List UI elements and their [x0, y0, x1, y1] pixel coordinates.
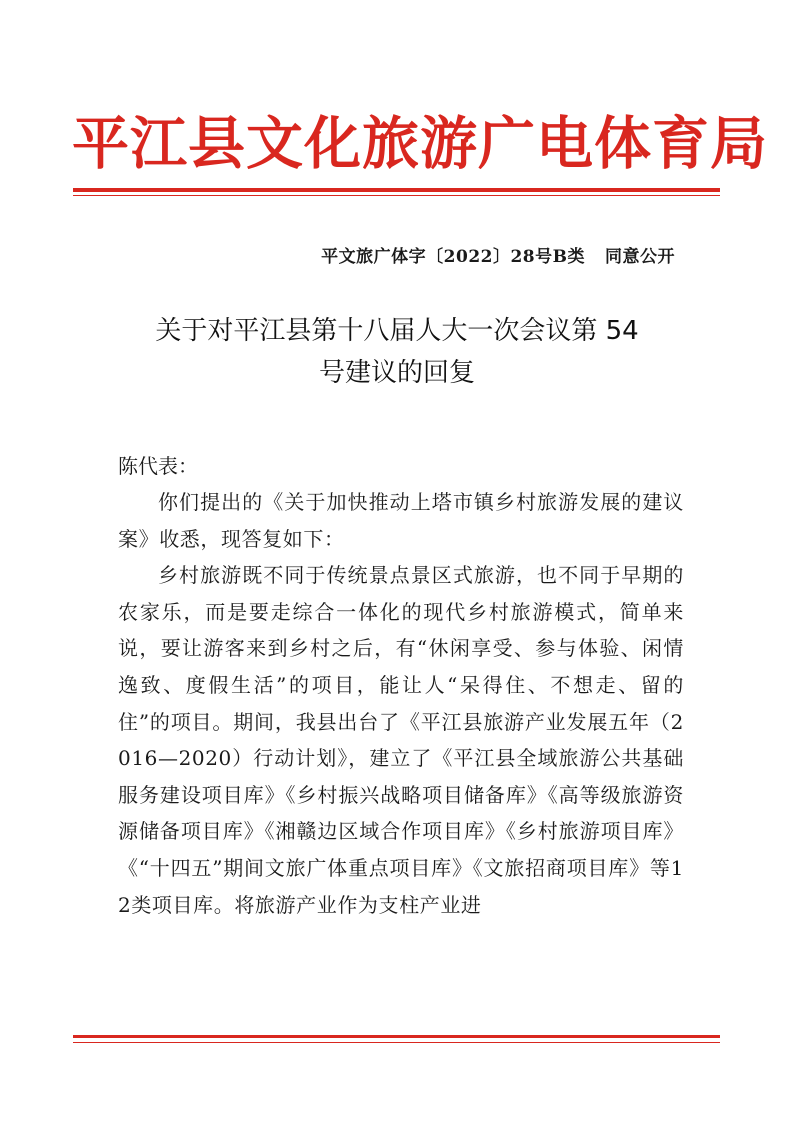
salutation: 陈代表：: [118, 454, 198, 478]
document-body: [118, 484, 684, 923]
header-divider-thin: [73, 195, 720, 196]
document-number-line: [321, 242, 675, 267]
document-number: 平文旅广体字〔2022〕28号B类: [321, 247, 585, 267]
issuing-organization-header: 平江县文化旅游广电体育局: [72, 110, 768, 177]
document-title: [80, 310, 714, 394]
title-line-2: 号建议的回复: [318, 358, 475, 388]
footer-divider-thick: [73, 1035, 720, 1038]
paragraph-2: 乡村旅游既不同于传统景点景区式旅游，也不同于早期的农家乐，而是要走综合一体化的现代乡村旅游模式，简单来说，要让游客来到乡村之后，有“休闲享受、参与体验、闲情逸致、度假生活”的项目，能让人“呆得住、不想走、留的住”的项目。期间，我县出台了《平江县旅游产业发展五年（2016—2020）行动计划》，建立了《平江县全域旅游公共基础服务建设项目库》《乡村振兴战略项目储备库》《高等级旅游资源储备项目库》《湘赣边区域合作项目库》《乡村旅游项目库》《“十四五”期间文旅广体重点项目库》《文旅招商项目库》等12类项目库。将旅游产业作为支柱产业进: [118, 563, 684, 917]
disclosure-status: 同意公开: [605, 247, 675, 267]
header-divider-thick: [73, 188, 720, 192]
title-line-1: 关于对平江县第十八届人大一次会议第 54: [155, 316, 639, 346]
paragraph-1: 你们提出的《关于加快推动上塔市镇乡村旅游发展的建议案》收悉，现答复如下：: [118, 490, 684, 551]
footer-divider-thin: [73, 1042, 720, 1043]
